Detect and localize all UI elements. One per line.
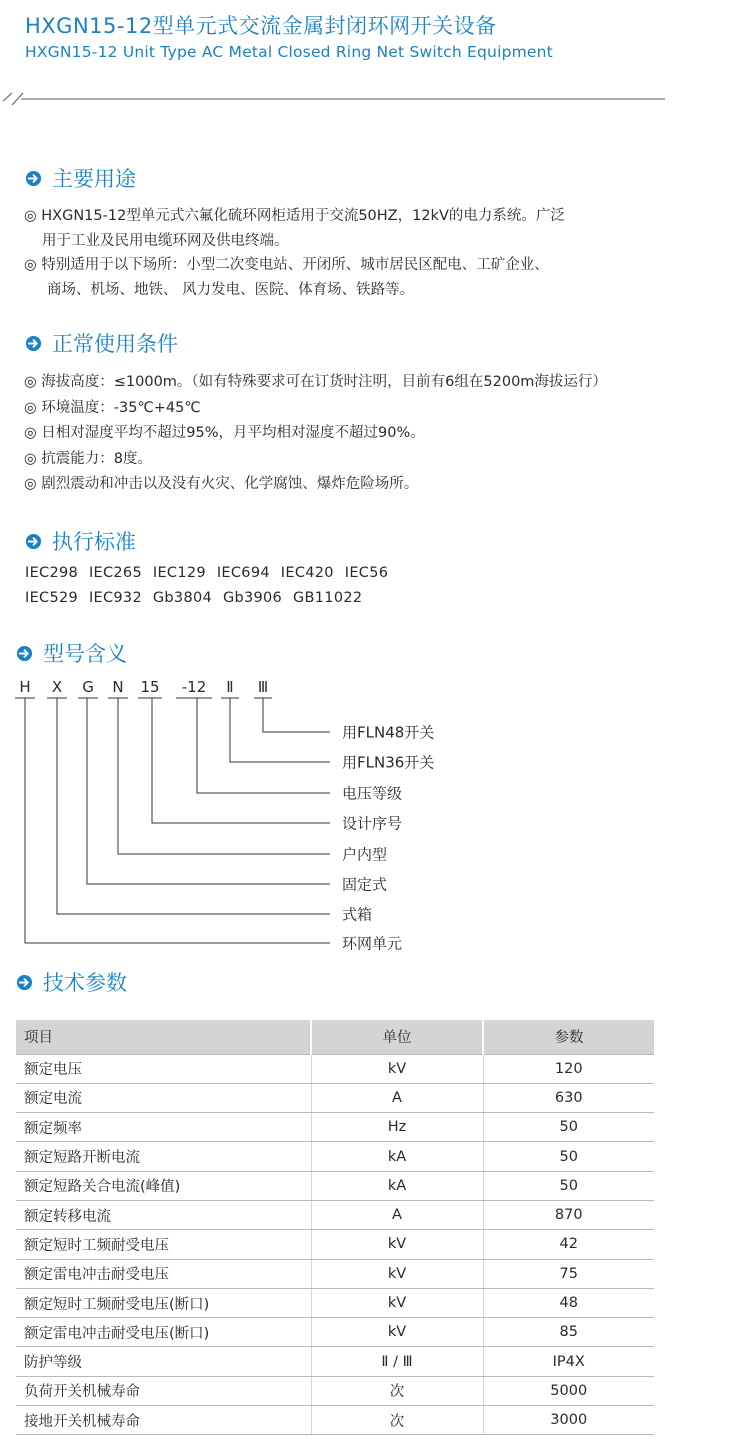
- table-row: [16, 1083, 654, 1112]
- param-value: 5000: [483, 1376, 654, 1405]
- param-value: 85: [483, 1318, 654, 1347]
- section-title: 正常使用条件: [52, 332, 178, 356]
- list-item: ◎ HXGN15-12型单元式六氟化硫环网柜适用于交流50HZ，12kV的电力系统。广泛: [24, 208, 565, 224]
- model-code-n: N: [112, 678, 124, 696]
- section-title: 型号含义: [43, 642, 127, 666]
- arrow-circle-icon: [16, 645, 33, 662]
- param-name: 额定频率: [16, 1113, 311, 1142]
- table-row: [16, 1288, 654, 1317]
- param-name: 额定雷电冲击耐受电压(断口): [16, 1318, 311, 1347]
- param-name: 额定短时工频耐受电压(断口): [16, 1288, 311, 1317]
- section-heading-tech: [16, 967, 127, 997]
- table-row: [16, 1113, 654, 1142]
- list-item: ◎ 特别适用于以下场所：小型二次变电站、开闭所、城市居民区配电、工矿企业、: [24, 257, 549, 273]
- param-unit: Hz: [311, 1113, 483, 1142]
- param-unit: kV: [311, 1054, 483, 1083]
- param-name: 额定雷电冲击耐受电压: [16, 1259, 311, 1288]
- list-item: ◎ 环境温度：-35℃+45℃: [24, 399, 201, 416]
- param-name: 额定短路关合电流(峰值): [16, 1171, 311, 1200]
- param-value: 120: [483, 1054, 654, 1083]
- model-code-iii: Ⅲ: [257, 678, 269, 696]
- model-code-diagram: [0, 674, 748, 964]
- param-name: 额定电压: [16, 1054, 311, 1083]
- param-name: 接地开关机械寿命: [16, 1406, 311, 1435]
- param-unit: 次: [311, 1376, 483, 1405]
- arrow-circle-icon: [16, 974, 33, 991]
- model-code-g: G: [82, 678, 94, 696]
- param-value: 870: [483, 1200, 654, 1229]
- table-row: [16, 1142, 654, 1171]
- model-label: 式箱: [342, 905, 373, 924]
- param-value: 42: [483, 1230, 654, 1259]
- list-item: ◎ 抗震能力：8度。: [24, 450, 152, 467]
- table-row: [16, 1347, 654, 1376]
- model-label: 用FLN48开关: [342, 723, 435, 742]
- model-code-h: H: [19, 678, 31, 696]
- model-label: 设计序号: [342, 814, 403, 833]
- table-row: [16, 1230, 654, 1259]
- param-unit: Ⅱ / Ⅲ: [311, 1347, 483, 1376]
- model-code-ii: Ⅱ: [226, 678, 234, 696]
- tech-params-table: [16, 1020, 654, 1435]
- param-value: 630: [483, 1083, 654, 1112]
- table-row: [16, 1406, 654, 1435]
- param-value: IP4X: [483, 1347, 654, 1376]
- list-item-continuation: 用于工业及民用电缆环网及供电终端。: [42, 232, 289, 249]
- param-name: 额定短时工频耐受电压: [16, 1230, 311, 1259]
- table-row: [16, 1376, 654, 1405]
- param-value: 48: [483, 1288, 654, 1317]
- arrow-circle-icon: [25, 335, 42, 352]
- main-use-text: [24, 204, 565, 302]
- model-label: 环网单元: [342, 934, 403, 953]
- page-title-en: HXGN15-12 Unit Type AC Metal Closed Ring Net Switch Equipment: [25, 43, 553, 61]
- param-value: 75: [483, 1259, 654, 1288]
- list-item: ◎ 剧烈震动和冲击以及没有火灾、化学腐蚀、爆炸危险场所。: [24, 476, 419, 492]
- conditions-text: [24, 370, 607, 498]
- param-unit: kV: [311, 1288, 483, 1317]
- param-unit: kA: [311, 1171, 483, 1200]
- param-unit: kV: [311, 1230, 483, 1259]
- param-value: 3000: [483, 1406, 654, 1435]
- arrow-circle-icon: [25, 170, 42, 187]
- param-unit: 次: [311, 1406, 483, 1435]
- model-label: 用FLN36开关: [342, 753, 435, 772]
- model-code-15: 15: [140, 678, 160, 696]
- column-header-unit: 单位: [311, 1020, 483, 1054]
- standards-line-2: IEC529 IEC932 Gb3804 Gb3906 GB11022: [25, 590, 363, 606]
- table-row: [16, 1171, 654, 1200]
- table-row: [16, 1200, 654, 1229]
- param-value: 50: [483, 1113, 654, 1142]
- section-heading-standards: [25, 526, 136, 556]
- table-row: [16, 1259, 654, 1288]
- param-unit: kV: [311, 1318, 483, 1347]
- param-name: 负荷开关机械寿命: [16, 1376, 311, 1405]
- page-title-cn: HXGN15-12型单元式交流金属封闭环网开关设备: [25, 14, 497, 38]
- list-item-continuation: 商场、机场、地铁、 风力发电、医院、体育场、铁路等。: [47, 281, 415, 298]
- arrow-circle-icon: [25, 533, 42, 550]
- param-value: 50: [483, 1171, 654, 1200]
- param-unit: A: [311, 1083, 483, 1112]
- section-heading-conditions: [25, 328, 178, 358]
- param-name: 额定转移电流: [16, 1200, 311, 1229]
- header-divider: [3, 91, 665, 107]
- model-code-12: -12: [181, 678, 207, 696]
- param-value: 50: [483, 1142, 654, 1171]
- standards-line-1: IEC298 IEC265 IEC129 IEC694 IEC420 IEC56: [25, 565, 389, 581]
- list-item: ◎ 日相对湿度平均不超过95%，月平均相对湿度不超过90%。: [24, 425, 425, 441]
- table-row: [16, 1054, 654, 1083]
- column-header-item: 项目: [16, 1020, 311, 1054]
- param-name: 额定电流: [16, 1083, 311, 1112]
- model-label: 电压等级: [342, 784, 403, 803]
- section-title: 执行标准: [52, 530, 136, 554]
- model-label: 固定式: [342, 875, 388, 894]
- param-name: 额定短路开断电流: [16, 1142, 311, 1171]
- section-heading-main-use: [25, 163, 136, 193]
- model-label: 户内型: [342, 845, 388, 864]
- table-row: [16, 1318, 654, 1347]
- column-header-value: 参数: [483, 1020, 654, 1054]
- table-header-row: [16, 1020, 654, 1054]
- model-code-x: X: [51, 678, 63, 696]
- param-name: 防护等级: [16, 1347, 311, 1376]
- section-title: 技术参数: [43, 971, 127, 995]
- section-heading-model: [16, 638, 127, 668]
- list-item: ◎ 海拔高度：≤1000m。（如有特殊要求可在订货时注明，目前有6组在5200m海拔运行）: [24, 374, 607, 390]
- section-title: 主要用途: [52, 167, 136, 191]
- param-unit: A: [311, 1200, 483, 1229]
- param-unit: kV: [311, 1259, 483, 1288]
- param-unit: kA: [311, 1142, 483, 1171]
